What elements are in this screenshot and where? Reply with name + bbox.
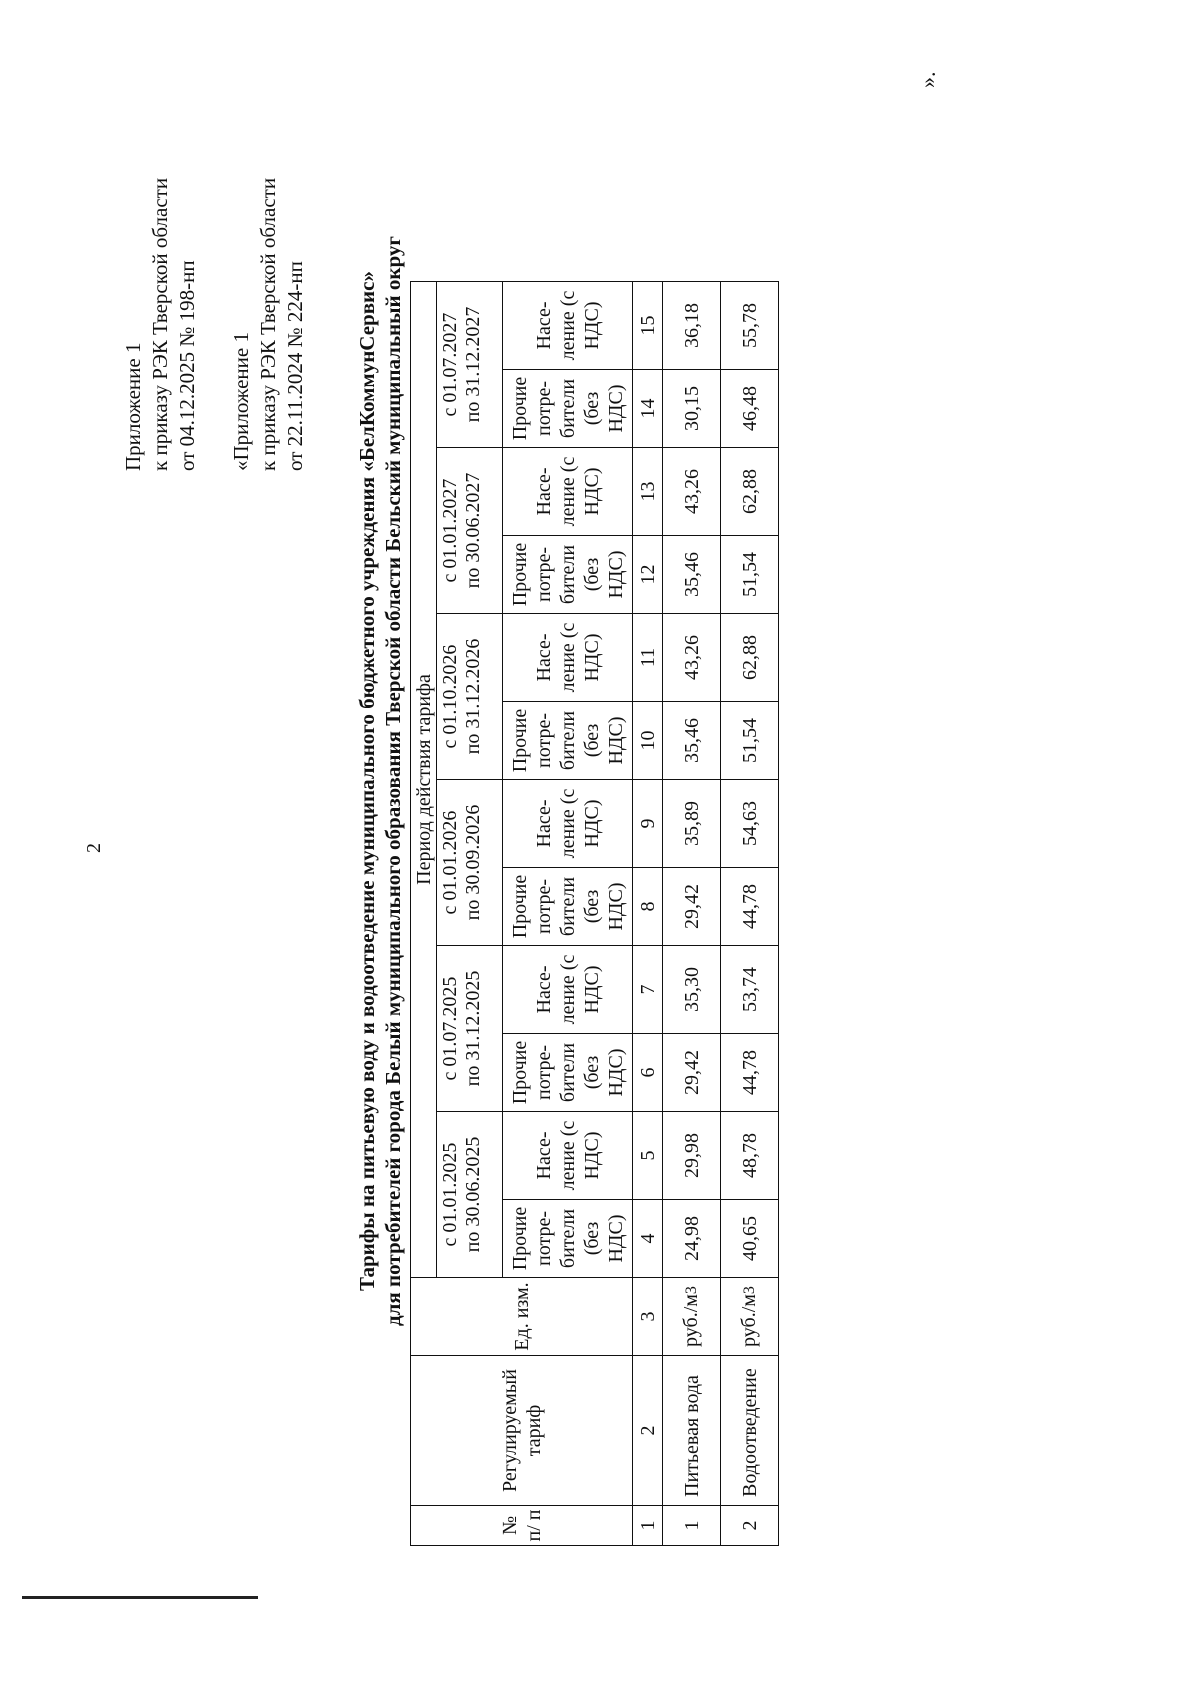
- subheader-population: Насе- ление (с НДС): [503, 780, 633, 868]
- tariff-value: 30,15: [663, 370, 721, 448]
- row-unit: $руб./м^3$: [663, 1278, 721, 1356]
- period-to: по 30.06.2027: [462, 472, 484, 589]
- column-number: 11: [633, 614, 663, 702]
- column-number: 12: [633, 536, 663, 614]
- column-number: 5: [633, 1112, 663, 1200]
- header-number: № п/ п: [411, 1506, 633, 1546]
- period-from: с 01.01.2026: [439, 810, 461, 915]
- column-number: 3: [633, 1278, 663, 1356]
- subheader-population: Насе- ление (с НДС): [503, 614, 633, 702]
- tariff-value: 46,48: [721, 370, 779, 448]
- subheader-other-consumers: Прочие потре- бители (без НДС): [503, 702, 633, 780]
- header-unit: Ед. изм.: [411, 1278, 633, 1356]
- header-tariff: Регулируемый тариф: [411, 1356, 633, 1506]
- table-row: [663, 282, 721, 1546]
- tariff-value: 62,88: [721, 448, 779, 536]
- period-from: с 01.07.2025: [439, 976, 461, 1081]
- subheader-other-consumers: Прочие потре- бители (без НДС): [503, 370, 633, 448]
- annex-line: от 22.11.2024 № 224-нп: [283, 261, 307, 471]
- row-tariff-name: Водоотведение: [721, 1356, 779, 1506]
- period-group: [437, 946, 503, 1112]
- tariff-value: 62,88: [721, 614, 779, 702]
- document-title: [354, 11, 406, 1551]
- period-from: с 01.01.2025: [439, 1142, 461, 1247]
- subheader-population: Насе- ление (с НДС): [503, 282, 633, 370]
- column-number: 8: [633, 868, 663, 946]
- column-number: 2: [633, 1356, 663, 1506]
- tariff-value: 35,89: [663, 780, 721, 868]
- rotated-content: [20, 11, 1120, 1636]
- subheader-other-consumers: Прочие потре- бители (без НДС): [503, 1034, 633, 1112]
- tariff-value: 54,63: [721, 780, 779, 868]
- period-group: [437, 448, 503, 614]
- annex-reference-original: [228, 178, 309, 471]
- period-to: по 30.09.2026: [462, 804, 484, 921]
- period-to: по 31.12.2026: [462, 638, 484, 755]
- annex-reference-current: [120, 178, 201, 471]
- row-tariff-name: Питьевая вода: [663, 1356, 721, 1506]
- tariff-value: 55,78: [721, 282, 779, 370]
- tariff-value: 51,54: [721, 702, 779, 780]
- tariff-value: 29,42: [663, 868, 721, 946]
- tariff-value: 35,46: [663, 702, 721, 780]
- row-unit: $руб./м^3$: [721, 1278, 779, 1356]
- annex-line: от 04.12.2025 № 198-нп: [175, 260, 199, 471]
- column-number: 4: [633, 1200, 663, 1278]
- tariff-value: 44,78: [721, 1034, 779, 1112]
- column-number: 1: [633, 1506, 663, 1546]
- annex-line: «Приложение 1: [229, 332, 253, 471]
- subheader-population: Насе- ление (с НДС): [503, 448, 633, 536]
- period-group: [437, 780, 503, 946]
- period-group: [437, 282, 503, 448]
- tariff-value: 48,78: [721, 1112, 779, 1200]
- period-group: [437, 1112, 503, 1278]
- tariff-value: 24,98: [663, 1200, 721, 1278]
- title-line: для потребителей города Белый муниципального образования Тверской области Бельский муниципальный округ: [381, 236, 405, 1326]
- tariff-value: 29,42: [663, 1034, 721, 1112]
- tariff-value: 40,65: [721, 1200, 779, 1278]
- subheader-other-consumers: Прочие потре- бители (без НДС): [503, 868, 633, 946]
- tariff-value: 35,30: [663, 946, 721, 1034]
- period-to: по 31.12.2027: [462, 306, 484, 423]
- period-group: [437, 614, 503, 780]
- title-line: Тарифы на питьевую воду и водоотведение муниципального бюджетного учреждения «БелКоммунСервис»: [355, 271, 379, 1291]
- column-number: 9: [633, 780, 663, 868]
- annex-line: к приказу РЭК Тверской области: [256, 177, 280, 471]
- subheader-other-consumers: Прочие потре- бители (без НДС): [503, 536, 633, 614]
- closing-quote: ».: [915, 71, 940, 88]
- table-row: [721, 282, 779, 1546]
- column-number: 15: [633, 282, 663, 370]
- annex-line: Приложение 1: [121, 342, 145, 471]
- header-period: Период действия тарифа: [411, 282, 437, 1278]
- row-number: 2: [721, 1506, 779, 1546]
- period-to: по 31.12.2025: [462, 970, 484, 1087]
- period-from: с 01.10.2026: [439, 644, 461, 749]
- tariff-table: [410, 281, 779, 1546]
- page-number: 2: [83, 843, 105, 853]
- subheader-other-consumers: Прочие потре- бители (без НДС): [503, 1200, 633, 1278]
- tariff-value: 43,26: [663, 614, 721, 702]
- column-number: 14: [633, 370, 663, 448]
- period-to: по 30.06.2025: [462, 1136, 484, 1253]
- column-number: 7: [633, 946, 663, 1034]
- tariff-value: 29,98: [663, 1112, 721, 1200]
- period-from: с 01.01.2027: [439, 478, 461, 583]
- tariff-value: 53,74: [721, 946, 779, 1034]
- footnote-separator-line: [22, 1596, 258, 1599]
- annex-line: к приказу РЭК Тверской области: [148, 177, 172, 471]
- tariff-value: 36,18: [663, 282, 721, 370]
- subheader-population: Насе- ление (с НДС): [503, 1112, 633, 1200]
- tariff-value: 43,26: [663, 448, 721, 536]
- subheader-population: Насе- ление (с НДС): [503, 946, 633, 1034]
- column-number: 6: [633, 1034, 663, 1112]
- period-from: с 01.07.2027: [439, 312, 461, 417]
- tariff-value: 35,46: [663, 536, 721, 614]
- row-number: 1: [663, 1506, 721, 1546]
- tariff-value: 44,78: [721, 868, 779, 946]
- tariff-value: 51,54: [721, 536, 779, 614]
- column-number: 10: [633, 702, 663, 780]
- column-number: 13: [633, 448, 663, 536]
